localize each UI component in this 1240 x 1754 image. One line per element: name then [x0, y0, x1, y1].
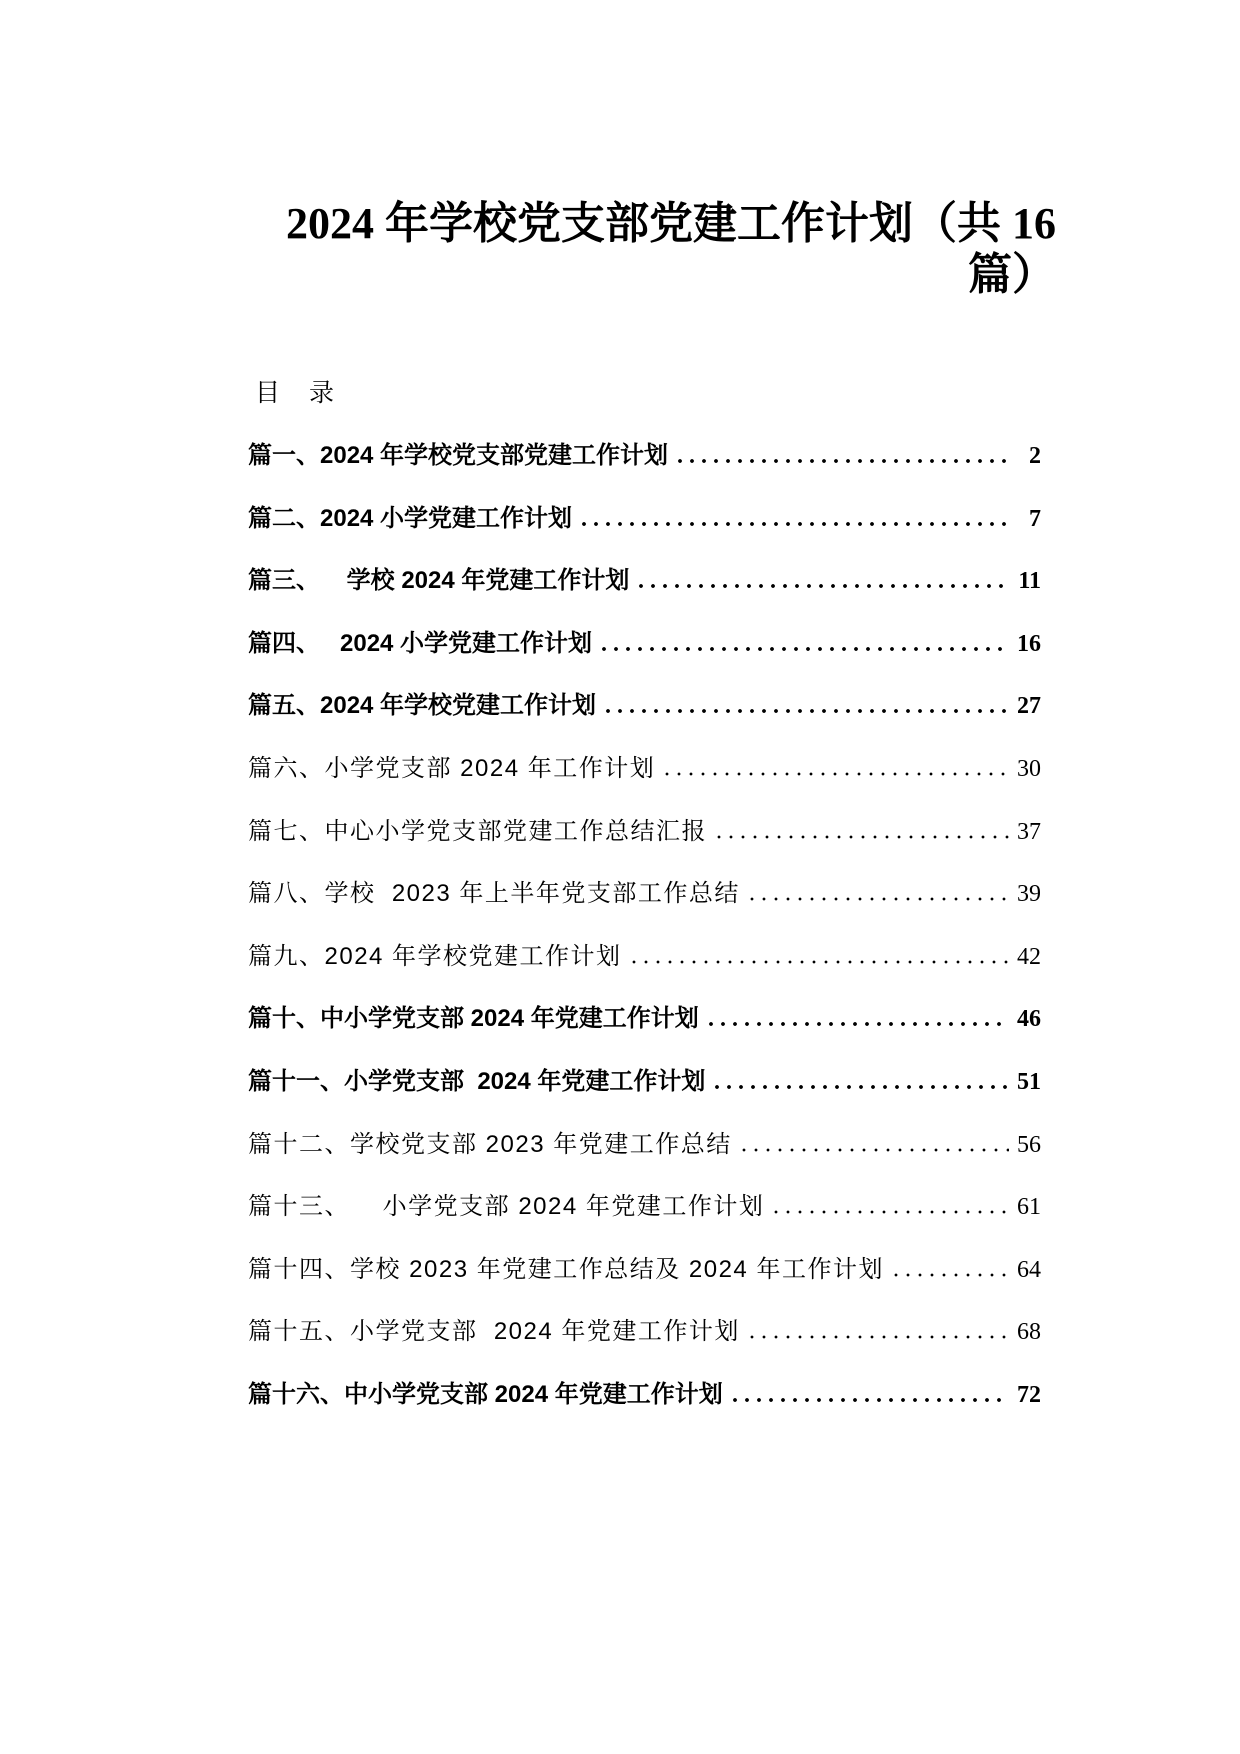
- toc-entry-label: 篇八、学校 2023 年上半年党支部工作总结: [248, 880, 740, 908]
- toc-dot-leader: [890, 1273, 1009, 1277]
- toc-entry: [248, 425, 1041, 488]
- toc-page-number: 7: [1029, 505, 1041, 532]
- toc-page-number: 61: [1017, 1194, 1041, 1221]
- toc-page-number: 68: [1017, 1319, 1041, 1346]
- toc-entry: [248, 675, 1041, 738]
- toc-dot-leader: [674, 459, 1009, 463]
- document-title-line: 篇）: [968, 250, 1056, 299]
- toc-page-number: 27: [1017, 693, 1041, 720]
- toc-dot-leader: [711, 1085, 1009, 1089]
- toc-dot-leader: [635, 584, 1009, 588]
- toc-dot-leader: [705, 1022, 1009, 1026]
- toc-entry-label: 篇五、2024 年学校党建工作计划: [248, 692, 597, 720]
- document-title: [250, 198, 1056, 300]
- toc-entry: [248, 863, 1041, 926]
- toc-entry-label: 篇十一、小学党支部 2024 年党建工作计划: [248, 1067, 706, 1095]
- toc-entry-label: 篇十、中小学党支部 2024 年党建工作计划: [248, 1005, 699, 1033]
- toc-dot-leader: [746, 897, 1009, 901]
- toc-entry: [248, 613, 1041, 676]
- toc-dot-leader: [738, 1148, 1009, 1152]
- toc-page-number: 39: [1017, 881, 1041, 908]
- toc-page-number: 37: [1017, 818, 1041, 845]
- toc-page-number: 2: [1029, 443, 1041, 469]
- toc-entry-label: 篇十四、学校 2023 年党建工作总结及 2024 年工作计划: [248, 1255, 884, 1283]
- toc-entry-label: 篇九、2024 年学校党建工作计划: [248, 942, 622, 970]
- toc-entry: [248, 1176, 1041, 1239]
- toc-page-number: 16: [1017, 630, 1041, 657]
- toc-entry-label: 篇四、 2024 小学党建工作计划: [248, 629, 593, 657]
- toc-page-number: 46: [1017, 1006, 1041, 1033]
- toc-entry: [248, 738, 1041, 801]
- toc-dot-leader: [628, 960, 1009, 964]
- document-title-line: 2024 年学校党支部党建工作计划（共 16: [286, 199, 1056, 248]
- toc-page-number: 42: [1017, 943, 1041, 970]
- toc-entry-label: 篇十二、学校党支部 2023 年党建工作总结: [248, 1130, 732, 1158]
- toc-entry-label: 篇一、2024 年学校党支部党建工作计划: [248, 442, 669, 469]
- toc-dot-leader: [602, 709, 1009, 713]
- toc-entry: [248, 1051, 1041, 1114]
- toc-entry-label: 篇十六、中小学党支部 2024 年党建工作计划: [248, 1380, 723, 1408]
- toc-page-number: 64: [1017, 1256, 1041, 1283]
- toc-entry-label: 篇七、中心小学党支部党建工作总结汇报: [248, 817, 707, 845]
- toc-page-number: 56: [1017, 1131, 1041, 1158]
- toc-page-number: 72: [1017, 1381, 1041, 1408]
- toc-entry-label: 篇六、小学党支部 2024 年工作计划: [248, 754, 656, 782]
- toc-entry-label: 篇十三、 小学党支部 2024 年党建工作计划: [248, 1193, 765, 1221]
- toc-entry-label: 篇二、2024 小学党建工作计划: [248, 504, 573, 532]
- toc-page-number: 11: [1018, 568, 1041, 595]
- toc-entry-label: 篇三、 学校 2024 年党建工作计划: [248, 567, 630, 595]
- toc-dot-leader: [729, 1398, 1009, 1402]
- toc-entry: [248, 801, 1041, 864]
- toc-entry: [248, 550, 1041, 613]
- toc-entry: [248, 1114, 1041, 1177]
- table-of-contents: [248, 425, 1041, 1427]
- toc-dot-leader: [598, 647, 1009, 651]
- toc-entry: [248, 988, 1041, 1051]
- toc-dot-leader: [746, 1335, 1009, 1339]
- toc-entry: [248, 488, 1041, 551]
- toc-heading: 目 录: [255, 379, 334, 407]
- toc-entry: [248, 1239, 1041, 1302]
- toc-entry: [248, 1301, 1041, 1364]
- toc-page-number: 51: [1017, 1068, 1041, 1095]
- toc-dot-leader: [661, 772, 1009, 776]
- toc-page-number: 30: [1017, 755, 1041, 782]
- toc-dot-leader: [578, 522, 1009, 526]
- toc-dot-leader: [713, 835, 1009, 839]
- toc-entry: [248, 1364, 1041, 1427]
- toc-entry-label: 篇十五、小学党支部 2024 年党建工作计划: [248, 1318, 740, 1346]
- toc-entry: [248, 926, 1041, 989]
- toc-dot-leader: [770, 1210, 1009, 1214]
